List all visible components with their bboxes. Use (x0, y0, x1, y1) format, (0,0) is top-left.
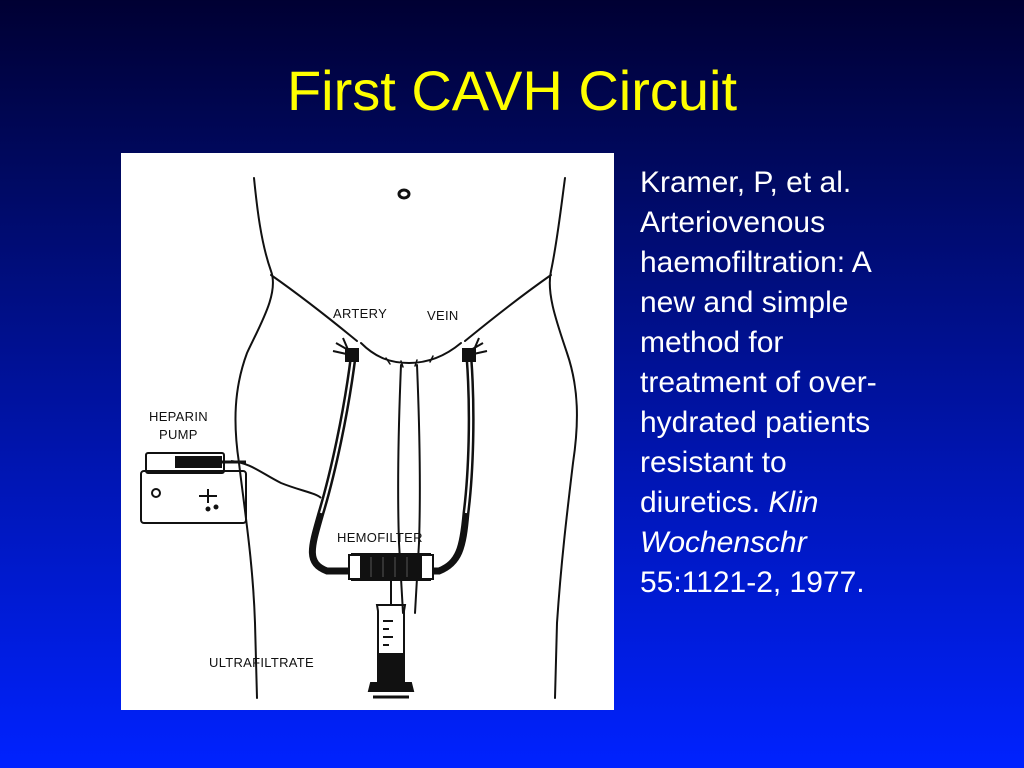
citation-volume-year: 55:1121-2, 1977. (640, 566, 865, 599)
citation-text (640, 163, 990, 603)
slide-title: First CAVH Circuit (286, 59, 738, 122)
artery-label: ARTERY (333, 306, 388, 321)
cavh-circuit-figure (121, 153, 614, 710)
heparin-line (231, 461, 321, 498)
artery-cannula-icon (333, 338, 358, 361)
hemofilter-icon (349, 553, 433, 581)
hemofilter-label: HEMOFILTER (337, 530, 423, 545)
pubic-area (361, 343, 461, 363)
heparin-pump-icon (141, 453, 246, 523)
cavh-circuit-drawing (121, 153, 614, 710)
torso-right-outline (550, 178, 577, 698)
groin-right-line (465, 275, 551, 341)
vein-cannula-icon (463, 338, 487, 361)
citation-authors-title: Kramer, P, et al. Arteriovenous haemofiltration: A new and simple method for treatment of over- hydrated patients resistant to diuretics. (640, 166, 877, 519)
heparin-pump-label-line2: PUMP (159, 427, 198, 442)
ultrafiltrate-cylinder-icon (369, 605, 413, 697)
torso-left-outline (235, 178, 273, 698)
venous-tubing (426, 358, 471, 571)
citation-journal: Klin Wochenschr (640, 486, 819, 559)
ultrafiltrate-label: ULTRAFILTRATE (209, 655, 315, 670)
navel-icon (399, 190, 409, 198)
vein-label: VEIN (427, 308, 459, 323)
heparin-pump-label-line1: HEPARIN (149, 409, 208, 424)
